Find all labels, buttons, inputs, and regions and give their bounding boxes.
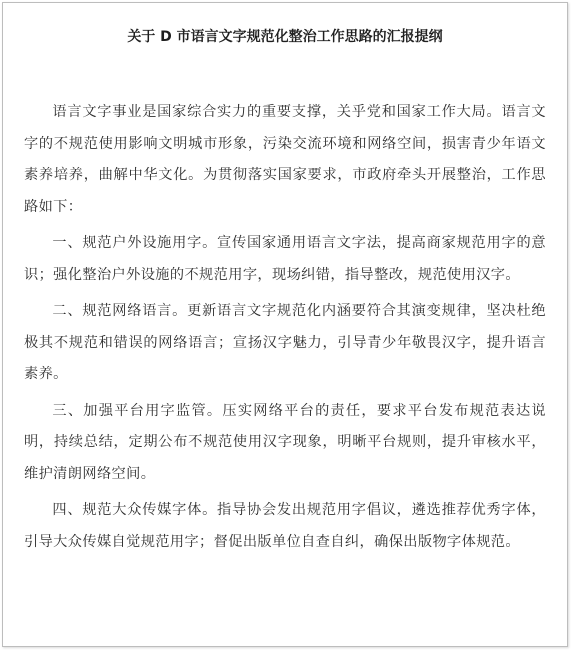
paragraph-media-fonts: 四、规范大众传媒字体。指导协会发出规范用字倡议，遴选推荐优秀字体，引导大众传媒自觉规范用字；督促出版单位自查自纠，确保出版物字体规范。 (24, 502, 546, 550)
paragraph-network-language: 二、规范网络语言。更新语言文字规范化内涵要符合其演变规律，坚决杜绝极其不规范和错误的网络语言；宣扬汉字魅力，引导青少年敬畏汉字，提升语言素养。 (24, 303, 546, 382)
paragraph-platform-supervision: 三、加强平台用字监管。压实网络平台的责任，要求平台发布规范表达说明，持续总结，定期公布不规范使用汉字现象，明晰平台规则，提升审核水平，维护清朗网络空间。 (24, 402, 546, 482)
document-page (2, 2, 568, 647)
paragraph-outdoor-signage: 一、规范户外设施用字。宣传国家通用语言文字法，提高商家规范用字的意识；强化整治户外设施的不规范用字，现场纠错，指导整改，规范使用汉字。 (24, 235, 546, 283)
document-body (24, 97, 546, 558)
paragraph-intro: 语言文字事业是国家综合实力的重要支撑，关乎党和国家工作大局。语言文字的不规范使用影响文明城市形象，污染交流环境和网络空间，损害青少年语文素养培养，曲解中华文化。为贯彻落实国家要求，市政府牵头开展整治，工作思路如下： (24, 104, 546, 215)
document-title: 关于 D 市语言文字规范化整治工作思路的汇报提纲 (127, 29, 443, 45)
